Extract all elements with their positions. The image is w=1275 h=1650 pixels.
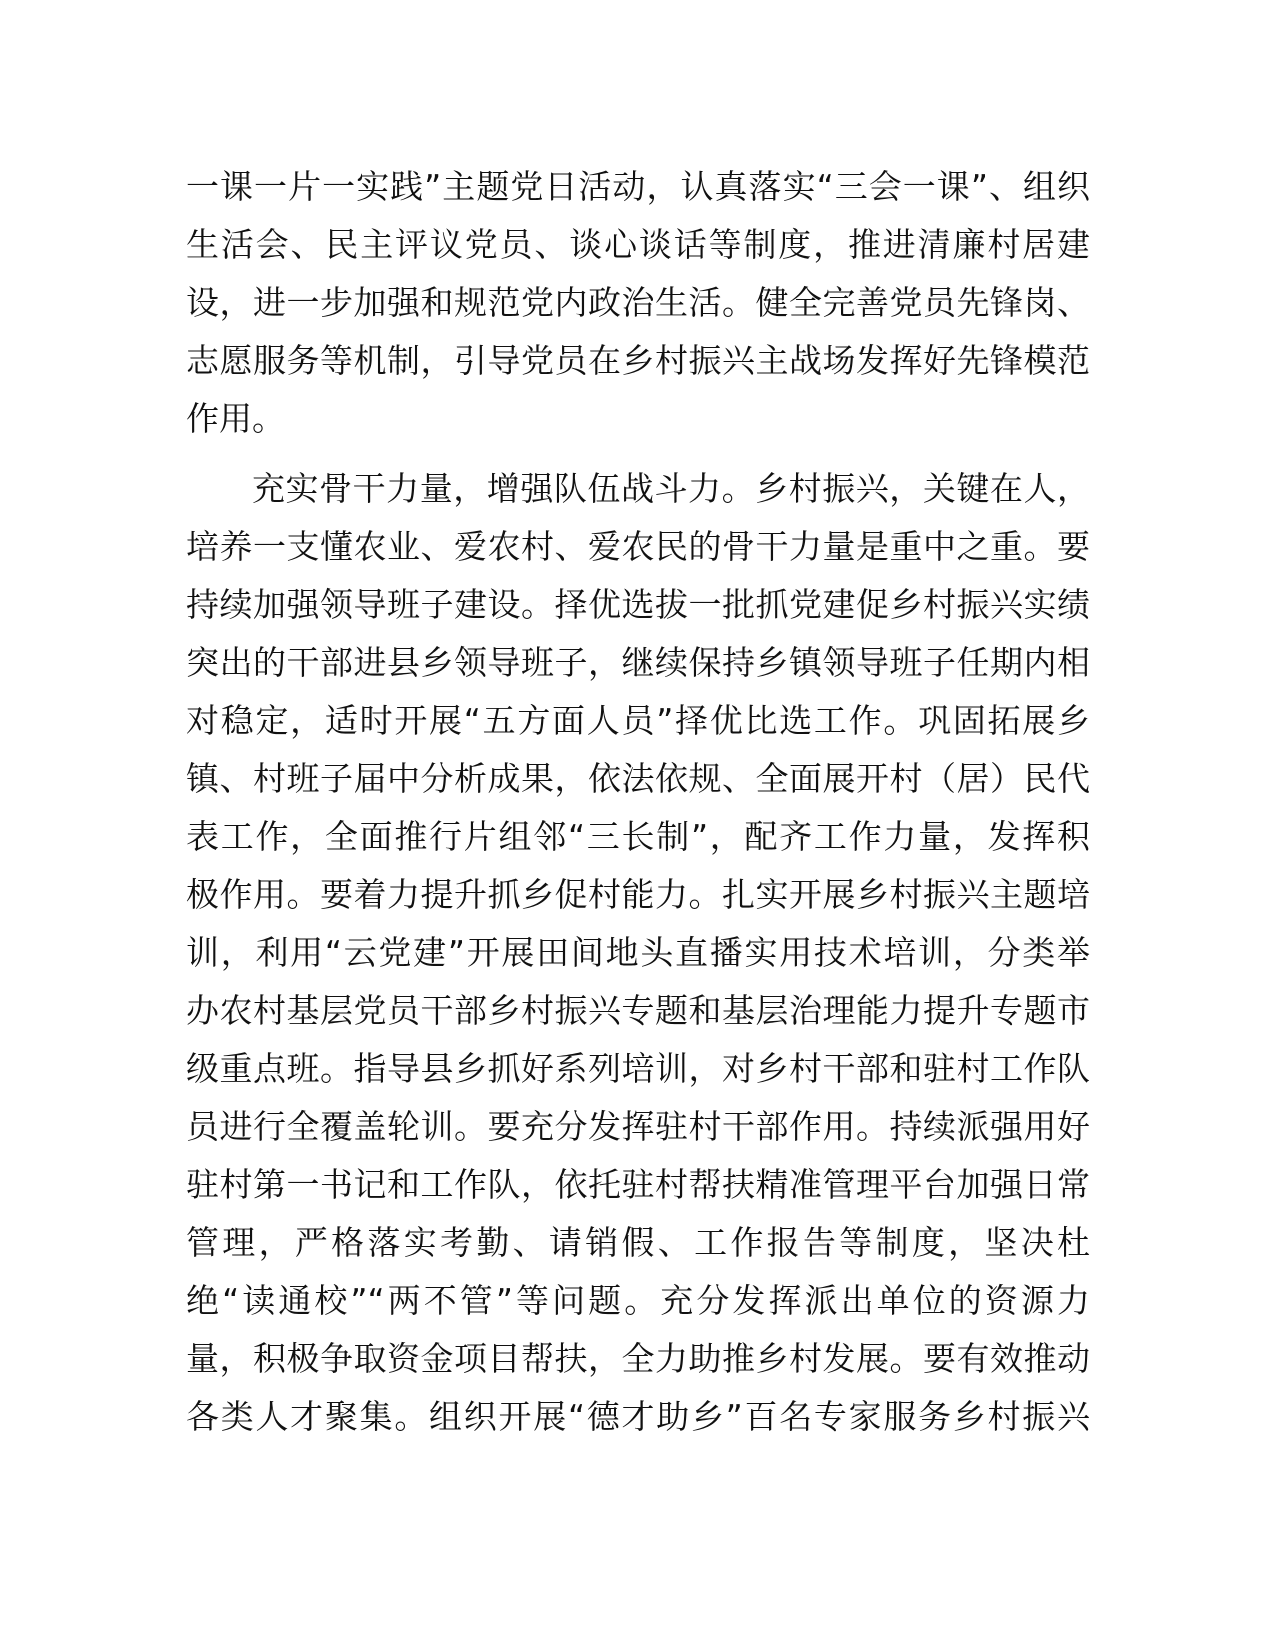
text-line: 生活会、民主评议党员、谈心谈话等制度，推进清廉村居建: [186, 225, 1090, 264]
text-line: 级重点班。指导县乡抓好系列培训，对乡村干部和驻村工作队: [186, 1049, 1090, 1088]
text-line: 充实骨干力量，增强队伍战斗力。乡村振兴，关键在人，: [252, 469, 1090, 508]
text-line: 各类人才聚集。组织开展“德才助乡”百名专家服务乡村振兴: [186, 1397, 1090, 1436]
paragraph-party-life: [186, 158, 1090, 448]
text-line: 极作用。要着力提升抓乡促村能力。扎实开展乡村振兴主题培: [186, 875, 1090, 914]
text-line: 培养一支懂农业、爱农村、爱农民的骨干力量是重中之重。要: [186, 527, 1090, 566]
paragraph-backbone-strength: [186, 460, 1090, 1446]
text-line: 一课一片一实践”主题党日活动，认真落实“三会一课”、组织: [186, 167, 1090, 206]
text-line: 镇、村班子届中分析成果，依法依规、全面展开村（居）民代: [186, 759, 1090, 798]
text-line: 员进行全覆盖轮训。要充分发挥驻村干部作用。持续派强用好: [186, 1107, 1090, 1146]
text-line: 突出的干部进县乡领导班子，继续保持乡镇领导班子任期内相: [186, 643, 1090, 682]
text-line: 训，利用“云党建”开展田间地头直播实用技术培训，分类举: [186, 933, 1090, 972]
text-line: 设，进一步加强和规范党内政治生活。健全完善党员先锋岗、: [186, 283, 1090, 322]
text-line: 志愿服务等机制，引导党员在乡村振兴主战场发挥好先锋模范: [186, 341, 1090, 380]
text-line: 办农村基层党员干部乡村振兴专题和基层治理能力提升专题市: [186, 991, 1090, 1030]
text-line: 绝“读通校”“两不管”等问题。充分发挥派出单位的资源力: [186, 1281, 1090, 1320]
text-line: 管理，严格落实考勤、请销假、工作报告等制度，坚决杜: [186, 1223, 1090, 1262]
text-line: 表工作，全面推行片组邻“三长制”，配齐工作力量，发挥积: [186, 817, 1090, 856]
text-line: 驻村第一书记和工作队，依托驻村帮扶精准管理平台加强日常: [186, 1165, 1090, 1204]
text-line: 量，积极争取资金项目帮扶，全力助推乡村发展。要有效推动: [186, 1339, 1090, 1378]
text-line: 对稳定，适时开展“五方面人员”择优比选工作。巩固拓展乡: [186, 701, 1090, 740]
text-line: 持续加强领导班子建设。择优选拔一批抓党建促乡村振兴实绩: [186, 585, 1090, 624]
text-line: 作用。: [186, 399, 285, 438]
